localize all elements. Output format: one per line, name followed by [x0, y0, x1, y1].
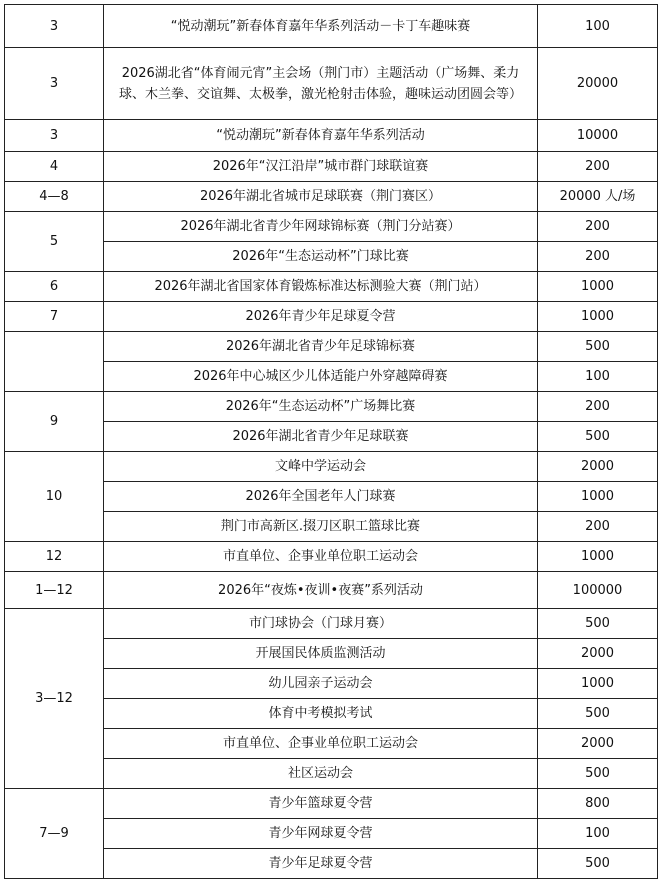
month-cell: 10	[5, 452, 104, 542]
month-cell: 3	[5, 120, 104, 152]
table-row	[5, 212, 658, 242]
people-cell: 1000	[538, 272, 658, 302]
event-cell: 市门球协会（门球月赛）	[104, 609, 538, 639]
table-row	[5, 5, 658, 48]
people-cell: 200	[538, 392, 658, 422]
event-cell: 市直单位、企事业单位职工运动会	[104, 729, 538, 759]
event-cell: 2026年湖北省城市足球联赛（荆门赛区）	[104, 182, 538, 212]
month-cell: 5	[5, 212, 104, 272]
month-cell: 1—12	[5, 572, 104, 609]
month-cell: 4	[5, 152, 104, 182]
event-cell: 青少年篮球夏令营	[104, 789, 538, 819]
people-cell: 1000	[538, 669, 658, 699]
event-cell: 2026年湖北省青少年网球锦标赛（荆门分站赛）	[104, 212, 538, 242]
event-cell: 开展国民体质监测活动	[104, 639, 538, 669]
event-cell: 体育中考模拟考试	[104, 699, 538, 729]
table-row	[5, 48, 658, 120]
table-row	[5, 272, 658, 302]
table-row	[5, 152, 658, 182]
people-cell: 10000	[538, 120, 658, 152]
events-table	[4, 4, 658, 879]
people-cell: 100	[538, 362, 658, 392]
people-cell: 1000	[538, 302, 658, 332]
people-cell: 20000 人/场	[538, 182, 658, 212]
people-cell: 500	[538, 699, 658, 729]
table-row	[5, 332, 658, 362]
people-cell: 500	[538, 332, 658, 362]
event-cell: 文峰中学运动会	[104, 452, 538, 482]
table-row	[5, 452, 658, 482]
people-cell: 2000	[538, 639, 658, 669]
event-cell: 2026年“夜炼•夜训•夜赛”系列活动	[104, 572, 538, 609]
table-row	[5, 392, 658, 422]
table-row	[5, 182, 658, 212]
month-cell: 7—9	[5, 789, 104, 879]
event-cell: 青少年足球夏令营	[104, 849, 538, 879]
month-cell: 7	[5, 302, 104, 332]
table-row	[5, 302, 658, 332]
event-cell: “悦动潮玩”新春体育嘉年华系列活动	[104, 120, 538, 152]
event-cell: 2026年全国老年人门球赛	[104, 482, 538, 512]
table-row	[5, 572, 658, 609]
people-cell: 200	[538, 152, 658, 182]
event-cell: 2026年湖北省国家体育锻炼标准达标测验大赛（荆门站）	[104, 272, 538, 302]
people-cell: 500	[538, 609, 658, 639]
people-cell: 1000	[538, 542, 658, 572]
event-cell: 2026年“汉江沿岸”城市群门球联谊赛	[104, 152, 538, 182]
people-cell: 500	[538, 422, 658, 452]
event-cell: 2026年湖北省青少年足球联赛	[104, 422, 538, 452]
event-cell: 幼儿园亲子运动会	[104, 669, 538, 699]
people-cell: 1000	[538, 482, 658, 512]
event-cell: 市直单位、企事业单位职工运动会	[104, 542, 538, 572]
people-cell: 100	[538, 5, 658, 48]
event-cell: 2026年湖北省青少年足球锦标赛	[104, 332, 538, 362]
month-cell: 4—8	[5, 182, 104, 212]
people-cell: 200	[538, 212, 658, 242]
table-row	[5, 609, 658, 639]
month-cell: 3	[5, 48, 104, 120]
event-cell: “悦动潮玩”新春体育嘉年华系列活动－卡丁车趣味赛	[104, 5, 538, 48]
table-row	[5, 789, 658, 819]
people-cell: 2000	[538, 452, 658, 482]
people-cell: 200	[538, 242, 658, 272]
month-cell	[5, 332, 104, 392]
month-cell: 9	[5, 392, 104, 452]
event-cell: 2026年青少年足球夏令营	[104, 302, 538, 332]
event-cell: 荆门市高新区.掇刀区职工篮球比赛	[104, 512, 538, 542]
month-cell: 6	[5, 272, 104, 302]
table-row	[5, 542, 658, 572]
event-cell: 青少年网球夏令营	[104, 819, 538, 849]
table-row	[5, 120, 658, 152]
people-cell: 200	[538, 512, 658, 542]
event-cell: 社区运动会	[104, 759, 538, 789]
people-cell: 20000	[538, 48, 658, 120]
event-cell: 2026年“生态运动杯”门球比赛	[104, 242, 538, 272]
people-cell: 100000	[538, 572, 658, 609]
event-cell: 2026年中心城区少儿体适能户外穿越障碍赛	[104, 362, 538, 392]
people-cell: 2000	[538, 729, 658, 759]
month-cell: 3—12	[5, 609, 104, 789]
people-cell: 500	[538, 759, 658, 789]
month-cell: 12	[5, 542, 104, 572]
people-cell: 100	[538, 819, 658, 849]
people-cell: 500	[538, 849, 658, 879]
people-cell: 800	[538, 789, 658, 819]
event-cell: 2026年“生态运动杯”广场舞比赛	[104, 392, 538, 422]
event-cell: 2026湖北省“体育闹元宵”主会场（荆门市）主题活动（广场舞、柔力球、木兰拳、交谊舞、太极拳，激光枪射击体验，趣味运动团圆会等）	[104, 48, 538, 120]
month-cell: 3	[5, 5, 104, 48]
